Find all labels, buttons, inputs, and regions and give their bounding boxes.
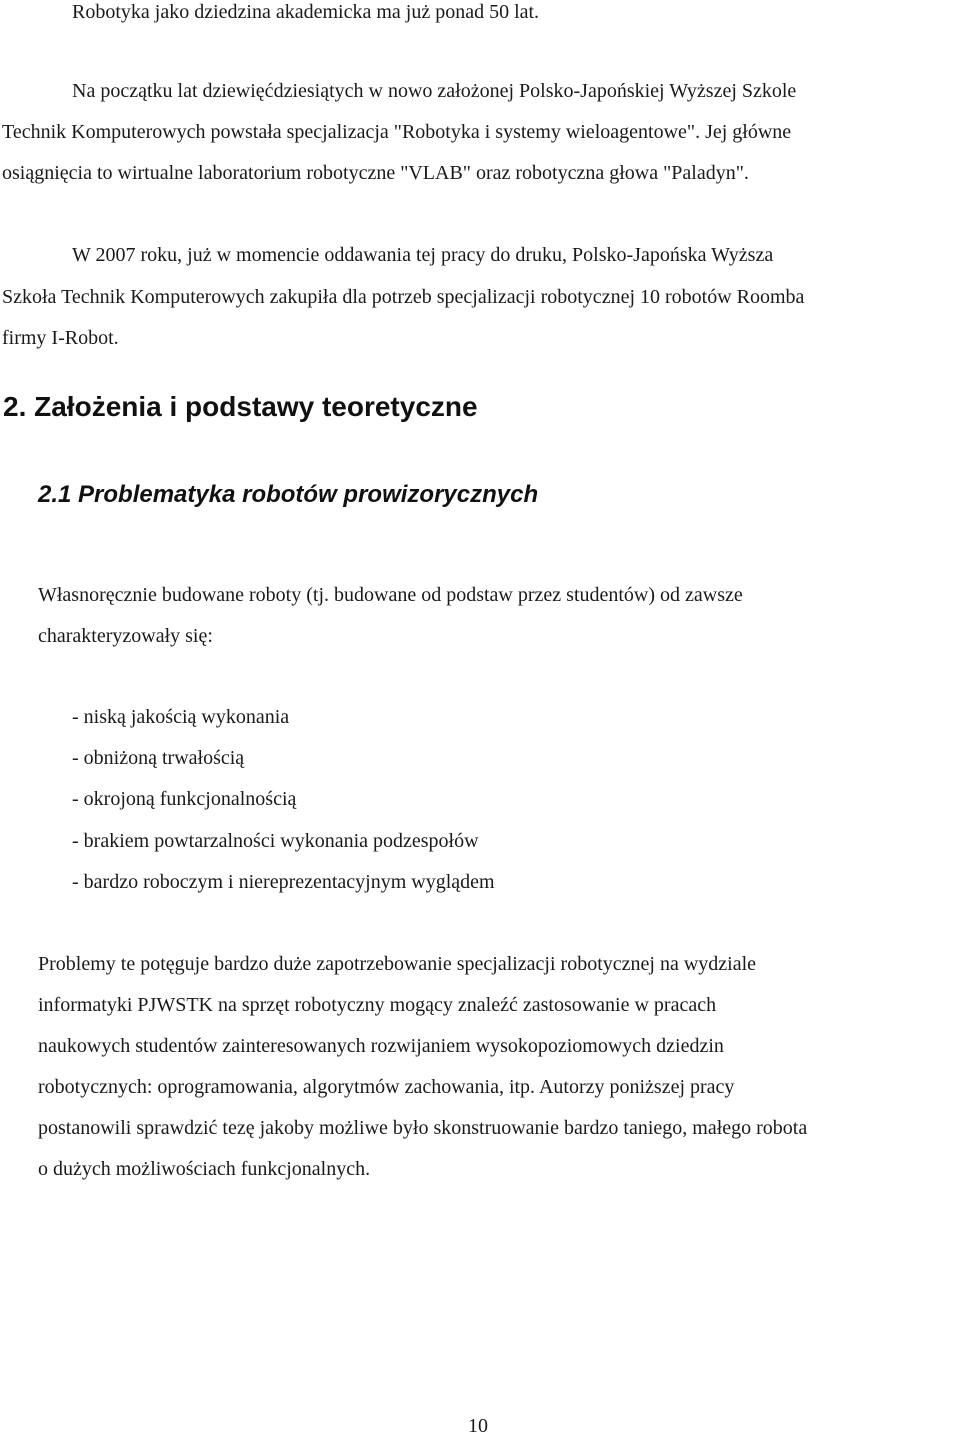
list-item: - niską jakością wykonania [72, 706, 290, 728]
subsection-heading: 2.1 Problematyka robotów prowizorycznych [38, 481, 539, 508]
closing-paragraph-line-4: robotycznych: oprogramowania, algorytmów zachowania, itp. Autorzy poniższej pracy [38, 1076, 735, 1098]
page-number: 10 [468, 1415, 488, 1437]
list-item: - bardzo roboczym i niereprezentacyjnym wyglądem [72, 871, 495, 893]
subsection-intro-line-2: charakteryzowały się: [38, 625, 213, 647]
closing-paragraph-line-5: postanowili sprawdzić tezę jakoby możliwe było skonstruowanie bardzo taniego, małego robota [38, 1117, 808, 1139]
list-item: - okrojoną funkcjonalnością [72, 788, 297, 810]
intro-paragraph-1-line-1: Robotyka jako dziedzina akademicka ma już ponad 50 lat. [72, 1, 540, 23]
intro-paragraph-3-line-1: W 2007 roku, już w momencie oddawania tej pracy do druku, Polsko-Japońska Wyższa [72, 244, 774, 266]
intro-paragraph-2-line-3: osiągnięcia to wirtualne laboratorium robotyczne "VLAB" oraz robotyczna głowa "Paladyn". [2, 162, 749, 184]
closing-paragraph-line-1: Problemy te potęguje bardzo duże zapotrzebowanie specjalizacji robotycznej na wydziale [38, 953, 757, 975]
intro-paragraph-2-line-1: Na początku lat dziewięćdziesiątych w nowo założonej Polsko-Japońskiej Wyższej Szkole [72, 80, 797, 102]
section-heading: 2. Założenia i podstawy teoretyczne [3, 391, 478, 422]
intro-paragraph-2-line-2: Technik Komputerowych powstała specjalizacja "Robotyka i systemy wieloagentowe". Jej główne [2, 121, 792, 143]
closing-paragraph-line-3: naukowych studentów zainteresowanych rozwijaniem wysokopoziomowych dziedzin [38, 1035, 724, 1057]
subsection-intro-line-1: Własnoręcznie budowane roboty (tj. budowane od podstaw przez studentów) od zawsze [38, 584, 743, 606]
closing-paragraph-line-6: o dużych możliwościach funkcjonalnych. [38, 1158, 371, 1180]
intro-paragraph-3-line-2: Szkoła Technik Komputerowych zakupiła dla potrzeb specjalizacji robotycznej 10 robotów Roomba [2, 286, 805, 308]
closing-paragraph-line-2: informatyki PJWSTK na sprzęt robotyczny mogący znaleźć zastosowanie w pracach [38, 994, 717, 1016]
list-item: - obniżoną trwałością [72, 747, 245, 769]
intro-paragraph-3-line-3: firmy I-Robot. [2, 327, 119, 349]
list-item: - brakiem powtarzalności wykonania podzespołów [72, 830, 479, 852]
